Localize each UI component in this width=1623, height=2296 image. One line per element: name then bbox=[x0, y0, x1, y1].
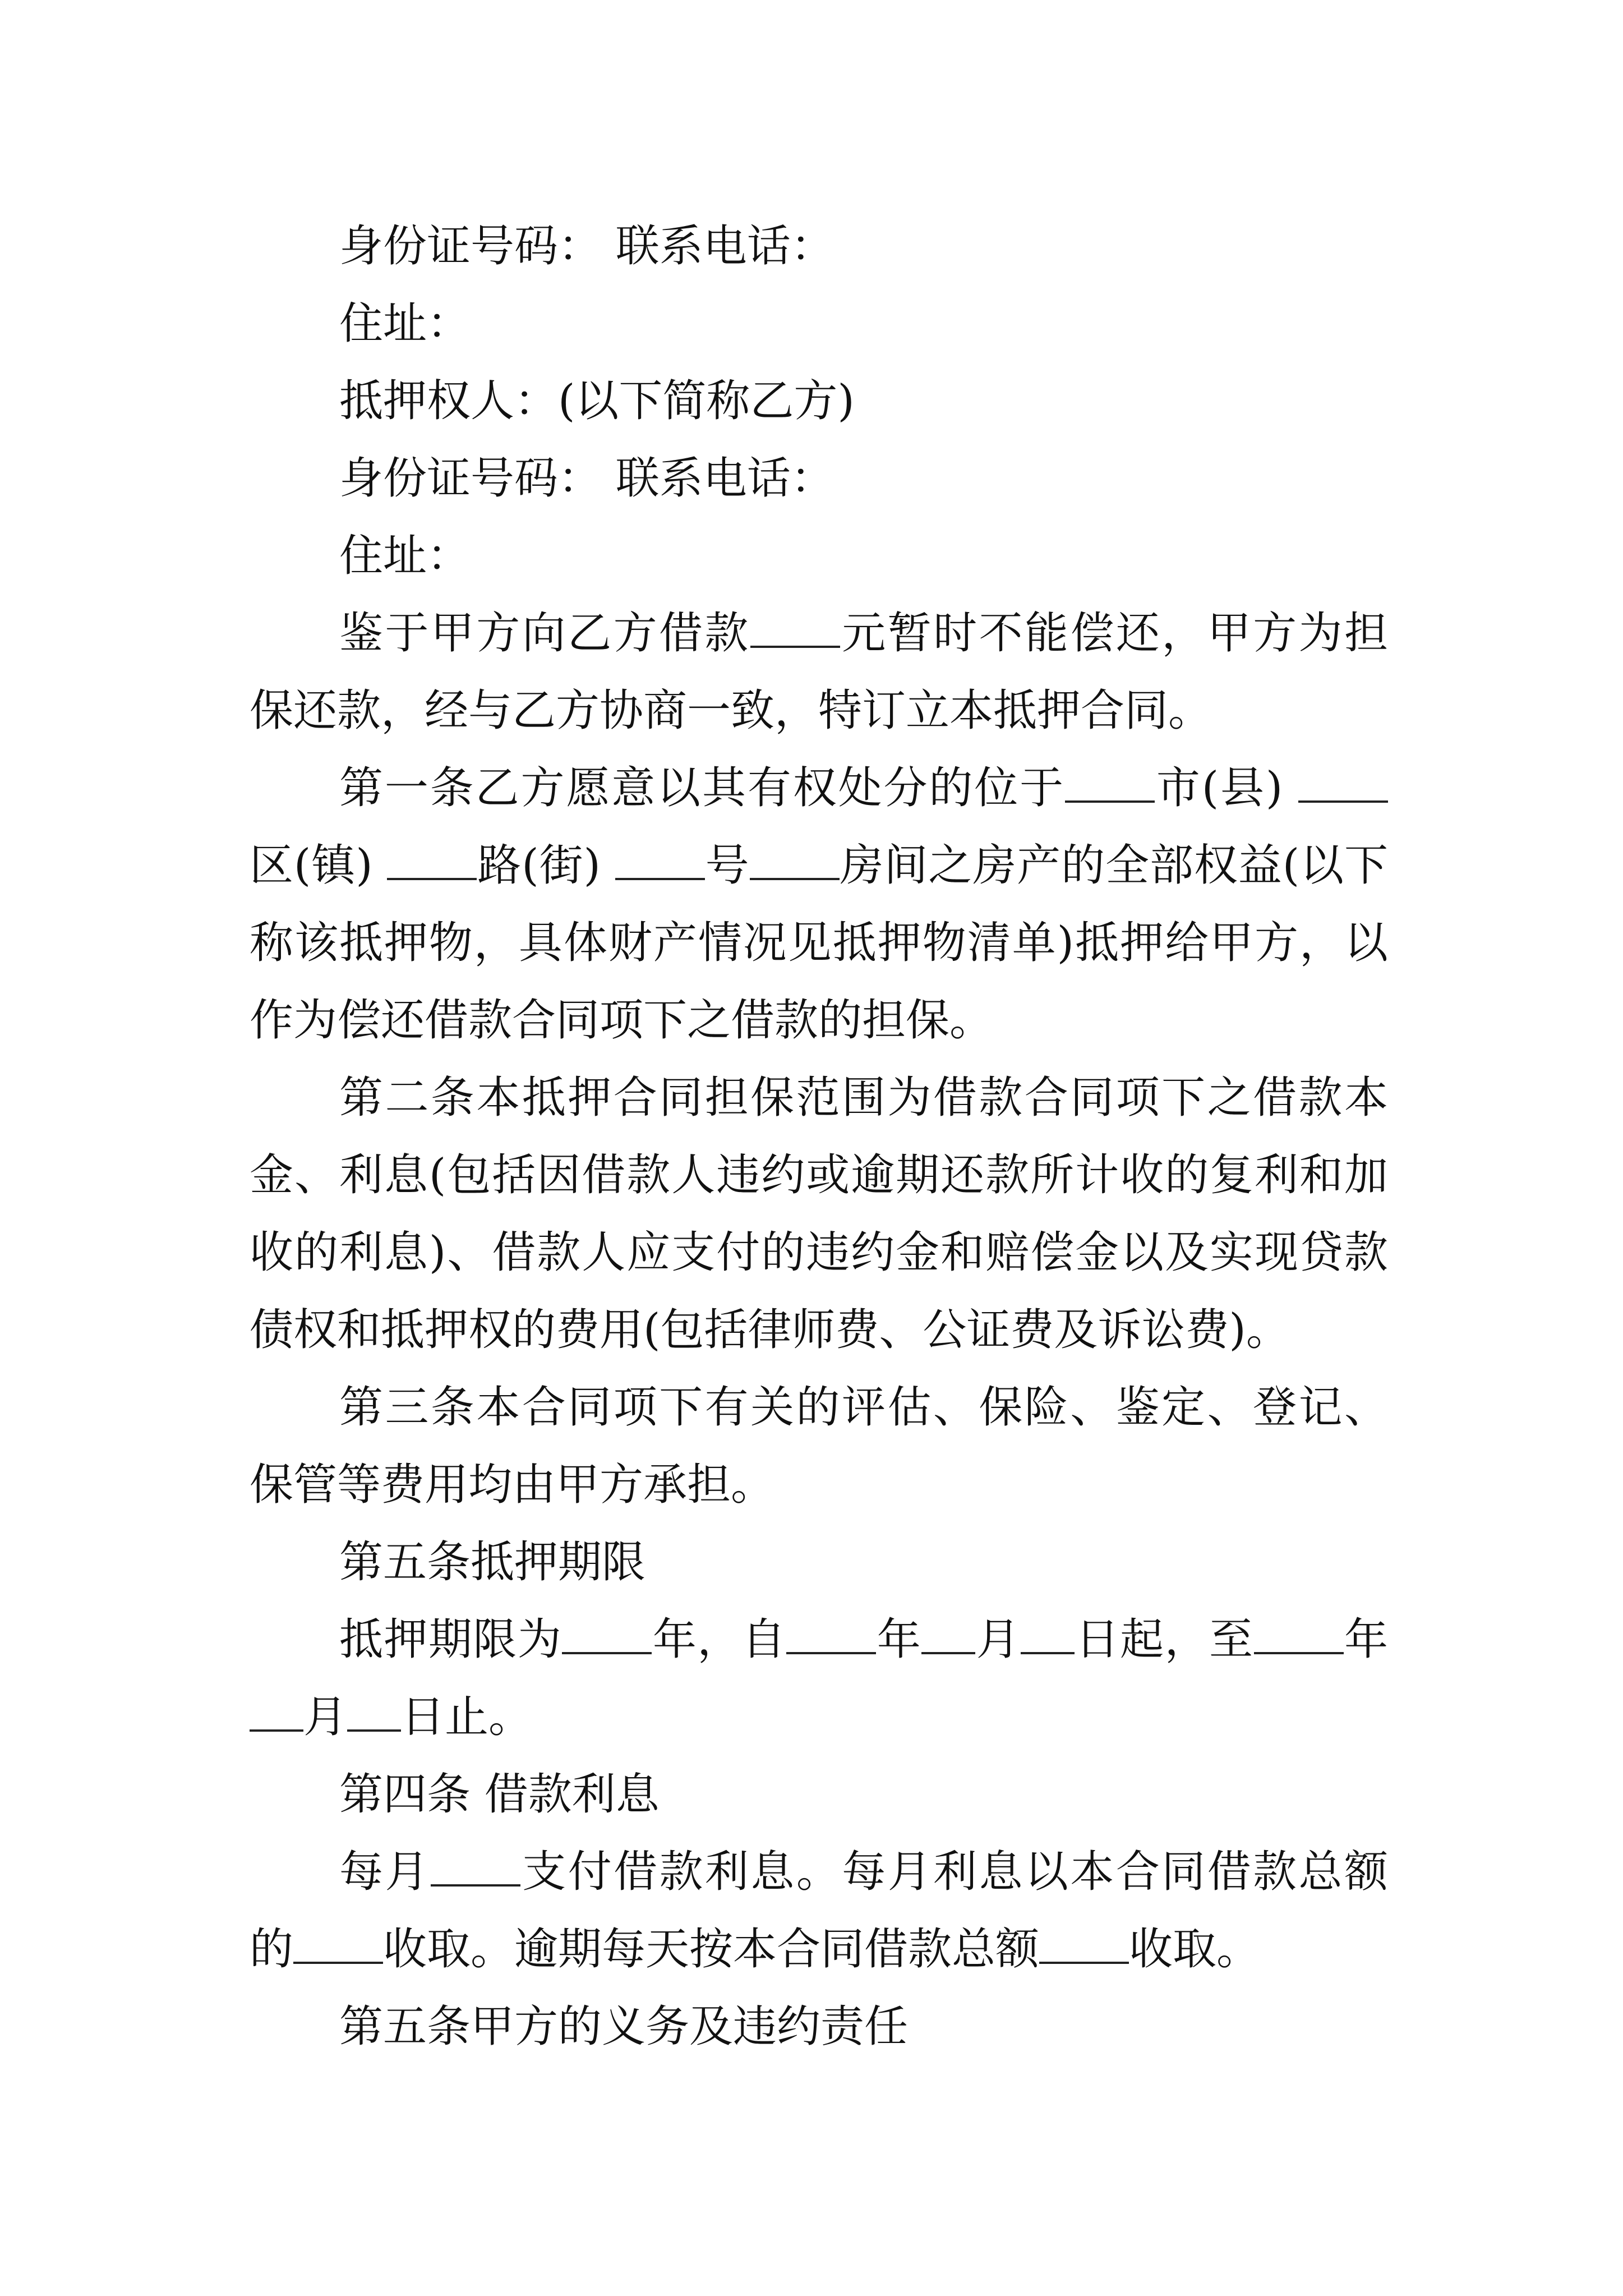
article-3-text: 第三条本合同项下有关的评估、保险、鉴定、登记、保管等费用均由甲方承担。 bbox=[250, 1382, 1388, 1510]
preamble-paragraph bbox=[250, 595, 1388, 749]
mortgage-term-text-a: 抵押期限为 bbox=[339, 1614, 562, 1665]
mortgage-term-heading bbox=[250, 1524, 1388, 1601]
article-1-text-b: 市(县) bbox=[1154, 763, 1298, 813]
loan-amount-blank bbox=[750, 605, 840, 648]
article-3-paragraph bbox=[250, 1369, 1388, 1524]
mortgagee-id-phone-text: 身份证号码： 联系电话： bbox=[339, 453, 834, 504]
mortgage-term-paragraph bbox=[250, 1601, 1388, 1756]
city-blank bbox=[1065, 760, 1155, 803]
term-years-blank bbox=[562, 1612, 652, 1654]
article-4-heading bbox=[250, 1756, 1388, 1833]
article-1-text-a: 第一条乙方愿意以其有权处分的位于 bbox=[339, 763, 1065, 813]
borrower-address-line bbox=[250, 285, 1388, 362]
district-blank bbox=[1298, 760, 1388, 803]
mortgage-term-text-e: 日起，至 bbox=[1075, 1614, 1254, 1665]
mortgage-term-text-c: 年 bbox=[876, 1614, 922, 1665]
mortgagee-id-phone-line bbox=[250, 440, 1388, 517]
mortgage-term-text-g: 月 bbox=[303, 1692, 348, 1742]
interest-text-a: 每月 bbox=[339, 1847, 431, 1897]
mortgage-term-text-h: 日止。 bbox=[401, 1692, 533, 1742]
borrower-address-text: 住址： bbox=[339, 298, 471, 349]
article-5-heading-text: 第五条甲方的义务及违约责任 bbox=[339, 2001, 909, 2052]
article-1-text-f: 房间之房产的全部权益(以下称该抵押物，具体财产情况见抵押物清单)抵押给甲方，以作为偿还借款合同项下之借款的担保。 bbox=[250, 840, 1389, 1046]
start-month-blank bbox=[921, 1612, 975, 1654]
room-blank bbox=[750, 838, 840, 880]
mortgage-term-heading-text: 第五条抵押期限 bbox=[339, 1537, 646, 1588]
article-1-paragraph bbox=[250, 749, 1388, 1059]
article-5-heading bbox=[250, 1988, 1388, 2065]
interest-text-d: 收取。 bbox=[1129, 1924, 1261, 1975]
borrower-id-phone-text: 身份证号码： 联系电话： bbox=[339, 221, 834, 272]
end-day-blank bbox=[347, 1689, 401, 1732]
interest-text-c: 收取。逾期每天按本合同借款总额 bbox=[383, 1924, 1040, 1975]
article-1-text-e: 号 bbox=[704, 840, 750, 891]
mortgage-term-text-f: 年 bbox=[1343, 1614, 1388, 1665]
monthly-rate-blank bbox=[293, 1921, 383, 1964]
end-month-blank bbox=[250, 1689, 303, 1732]
interest-text-b: 支付借款利息。每月利息以本合同借款总额的 bbox=[250, 1847, 1388, 1975]
mortgagee-address-line bbox=[250, 517, 1388, 595]
road-blank bbox=[387, 838, 477, 880]
overdue-rate-blank bbox=[1039, 1921, 1129, 1964]
article-2-text: 第二条本抵押合同担保范围为借款合同项下之借款本金、利息(包括因借款人违约或逾期还款所计收的复利和加收的利息)、借款人应支付的违约金和赔偿金以及实现贷款债权和抵押权的费用(包括律师费、公证费及诉讼费)。 bbox=[250, 1073, 1388, 1355]
payment-day-blank bbox=[431, 1844, 520, 1887]
article-2-paragraph bbox=[250, 1059, 1388, 1369]
article-4-heading-text: 第四条 借款利息 bbox=[339, 1769, 660, 1820]
mortgagee-address-text: 住址： bbox=[339, 531, 471, 581]
start-year-blank bbox=[786, 1612, 876, 1654]
borrower-id-phone-line bbox=[250, 208, 1388, 285]
preamble-text-a: 鉴于甲方向乙方借款 bbox=[339, 608, 750, 659]
mortgage-term-text-d: 月 bbox=[975, 1614, 1021, 1665]
start-day-blank bbox=[1021, 1612, 1075, 1654]
preamble-text-b: 元暂时不能偿还，甲方为担保还款，经与乙方协商一致，特订立本抵押合同。 bbox=[250, 608, 1388, 736]
document-page bbox=[250, 208, 1388, 2065]
interest-paragraph bbox=[250, 1833, 1388, 1988]
number-blank bbox=[615, 838, 705, 880]
mortgagee-text: 抵押权人：(以下简称乙方) bbox=[339, 376, 855, 426]
end-year-blank bbox=[1254, 1612, 1344, 1654]
article-1-text-c: 区(镇) bbox=[250, 840, 388, 891]
article-1-text-d: 路(街) bbox=[477, 840, 615, 891]
mortgagee-line bbox=[250, 362, 1388, 440]
mortgage-term-text-b: 年，自 bbox=[652, 1614, 787, 1665]
